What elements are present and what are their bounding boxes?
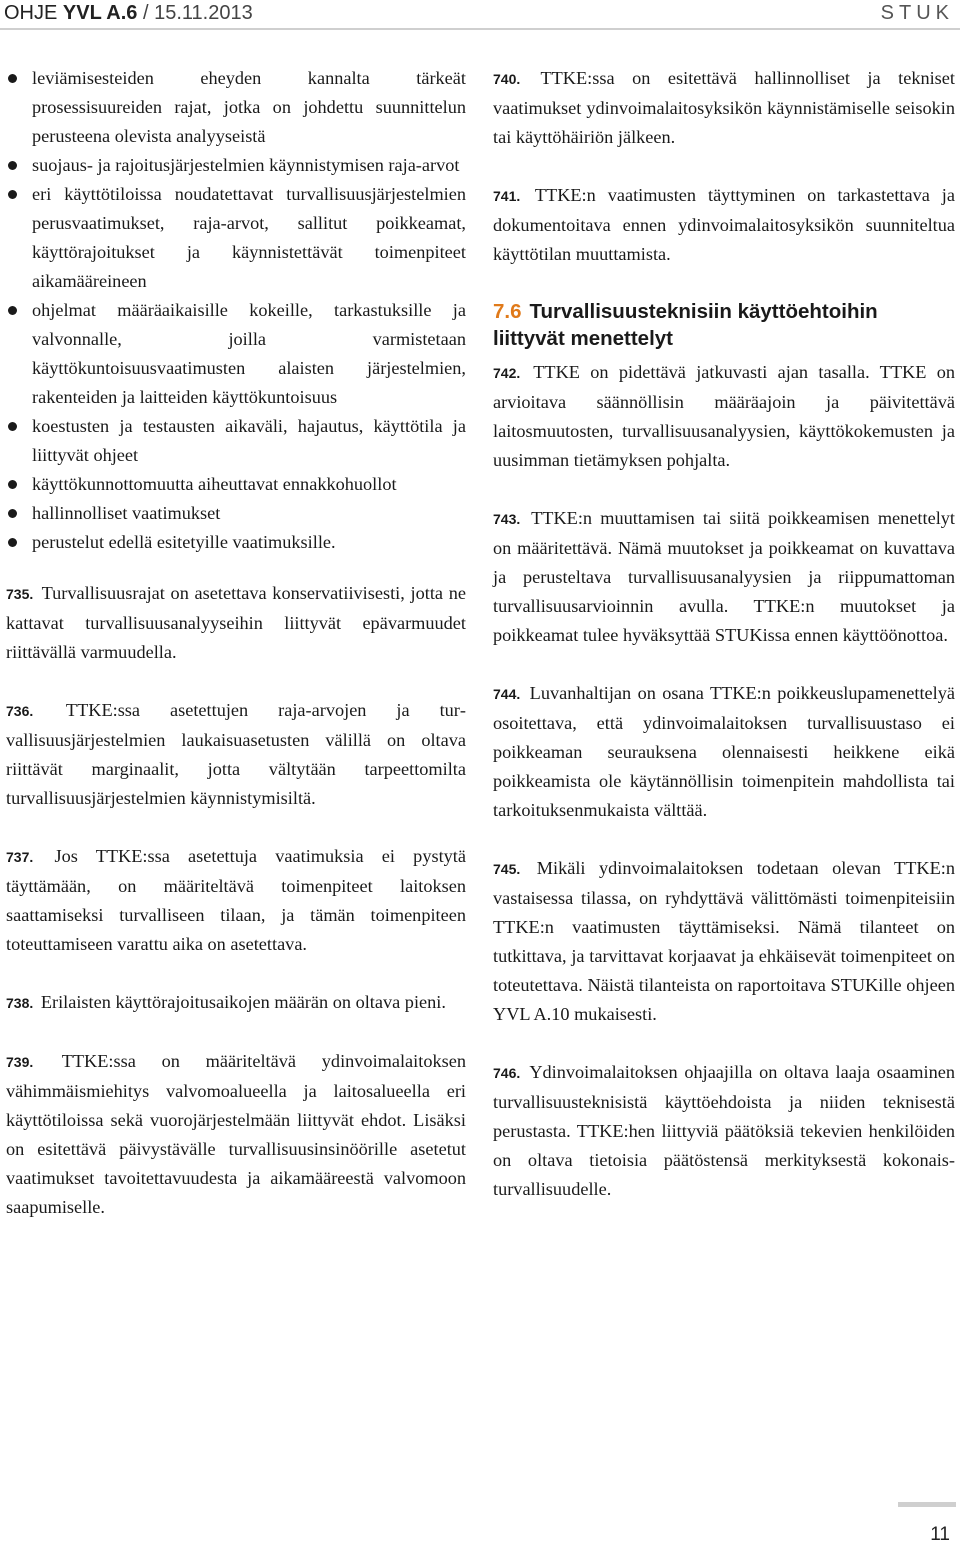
paragraph-text: Ydinvoimalaitoksen ohjaajilla on oltava laaja osaaminen turvallisuusteknisistä käyttöehdoista ja niiden teknisestä perustasta. TTKE:hen liittyviä päätöksiä tekevien henkilöiden on oltava tietoisia päätöstensä merkityksestä kokonaisturvallisuudelle. [493, 1062, 955, 1199]
paragraph-740 [493, 64, 955, 152]
list-item-text: perustelut edellä esitetyille vaatimuksille. [32, 532, 336, 552]
paragraph-737 [6, 842, 466, 959]
paragraph-number: 739. [6, 1054, 34, 1070]
list-item-text: koestusten ja testausten aikaväli, hajautus, käyttötila ja liittyvät ohjeet [32, 416, 466, 465]
list-item [6, 470, 466, 499]
section-number: 7.6 [493, 300, 522, 323]
list-item [6, 64, 466, 151]
page-footer [898, 1502, 956, 1558]
paragraph-text: TTKE on pidettävä jatkuvasti ajan tasalla. TTKE on arvioitava säännöllisin määräajoin ja päivitettävä laitosmuutosten, turvallisuusanalyysien, käyttökokemusten ja uusimman tietämyksen pohjalta. [493, 362, 955, 470]
publisher-name: STUK [880, 2, 954, 24]
paragraph-text: TTKE:ssa on määriteltävä ydinvoimalaitoksen vähimmäismiehitys valvomoalueella ja laitosalueella eri käyttötiloissa sekä vuorojärjestelmään liittyvät ehdot. Lisäksi on esitettävä päivystävälle turvallisuusinsinöörille asetetut vaatimukset tavoitettavuudesta ja aikamääreestä valvomoon saapumiselle. [6, 1051, 466, 1217]
list-item-text: käyttökunnottomuutta aiheuttavat ennakkohuollot [32, 474, 397, 494]
paragraph-number: 736. [6, 703, 34, 719]
bullet-icon [8, 190, 17, 199]
paragraph-number: 745. [493, 861, 521, 877]
paragraph-number: 737. [6, 849, 34, 865]
bullet-icon [8, 74, 17, 83]
paragraph-text: TTKE:ssa on esitettävä hallinnolliset ja tekniset vaatimukset ydinvoimalaitosyksikön käynnistämiselle seisokin tai käyttöhäiriön jälkeen. [493, 68, 955, 147]
bullet-icon [8, 306, 17, 315]
paragraph-number: 742. [493, 365, 521, 381]
list-item [6, 296, 466, 412]
paragraph-text: Turvallisuusrajat on asetettava konservatiivisesti, jotta ne kattavat turvallisuusanalyyseihin liittyvät epävarmuudet riittävällä varmuudella. [6, 583, 466, 662]
doc-date: 15.11.2013 [154, 2, 253, 24]
paragraph-number: 744. [493, 686, 521, 702]
page-header [0, 0, 960, 30]
paragraph-742 [493, 358, 955, 475]
paragraph-text: Jos TTKE:ssa asetettuja vaatimuksia ei pystytä täyttämään, on määriteltävä toimenpiteet laitoksen saattamiseksi turvalliseen tilaan, ja tämän toimenpiteen toteuttamiseen varattu aika on asetettava. [6, 846, 466, 954]
paragraph-text: TTKE:n vaatimusten täyttyminen on tarkastettava ja dokumentoitava ennen ydinvoimalaitosyksikön suunniteltua käyttötilan muuttamista. [493, 185, 955, 264]
bullet-icon [8, 422, 17, 431]
paragraph-741 [493, 181, 955, 269]
bullet-icon [8, 161, 17, 170]
right-column [493, 64, 955, 1233]
paragraph-number: 738. [6, 995, 34, 1011]
doc-separator: / [142, 2, 149, 24]
paragraph-744 [493, 679, 955, 825]
paragraph-735 [6, 579, 466, 667]
page-number: 11 [930, 1524, 950, 1545]
list-item-text: suojaus- ja rajoitusjärjestelmien käynnistymisen raja-arvot [32, 155, 460, 175]
list-item-text: eri käyttötiloissa noudatettavat turvallisuusjärjestelmien perusvaatimukset, raja-arvot, sallitut poikkeamat, käyttörajoitukset ja käynnistettävät toimenpiteet aikamääreineen [32, 184, 466, 291]
bullet-icon [8, 538, 17, 547]
doc-code: YVL A.6 [62, 2, 138, 24]
section-heading [493, 298, 955, 352]
list-item-text: hallinnolliset vaatimukset [32, 503, 221, 523]
list-item [6, 180, 466, 296]
paragraph-text: TTKE:ssa asetettujen raja-arvojen ja turvallisuusjärjestelmien laukaisuasetusten välillä on oltava riittävät marginaalit, jotta vältytään tarpeettomilta turvallisuusjärjestelmien käynnistymisiltä. [6, 700, 466, 808]
list-item-text: ohjelmat määräaikaisille kokeille, tarkastuksille ja valvonnalle, joilla varmistetaan käyttökuntoisuusvaatimusten alaisten järjestelmien, rakenteiden ja laitteiden käyttökuntoisuus [32, 300, 466, 407]
paragraph-745 [493, 854, 955, 1029]
paragraph-738 [6, 988, 466, 1018]
list-item [6, 151, 466, 180]
paragraph-number: 735. [6, 586, 34, 602]
paragraph-736 [6, 696, 466, 813]
bullet-icon [8, 480, 17, 489]
list-item [6, 528, 466, 557]
header-divider [0, 28, 960, 30]
requirement-list [6, 64, 466, 557]
paragraph-text: Mikäli ydinvoimalaitoksen todetaan olevan TTKE:n vastaisessa tilassa, on ryhdyttävä välittömästi toimenpiteisiin TTKE:n vaatimusten täyttämiseksi. Nämä tilanteet on tutkittava, ja tarvittavat korjaavat ja ehkäisevät toimenpiteet on toteutettava. Näistä tilanteista on raportoitava STUKille ohjeen YVL A.10 mukaisesti. [493, 858, 955, 1024]
list-item [6, 412, 466, 470]
section-title: Turvallisuusteknisiin käyttöehtoihin liittyvät menettelyt [493, 300, 878, 350]
paragraph-number: 741. [493, 188, 521, 204]
paragraph-743 [493, 504, 955, 650]
paragraph-739 [6, 1047, 466, 1222]
footer-rule [898, 1502, 956, 1507]
document-identifier [4, 0, 253, 26]
doc-prefix: OHJE [4, 2, 58, 24]
list-item [6, 499, 466, 528]
bullet-icon [8, 509, 17, 518]
list-item-text: leviämisesteiden eheyden kannalta tärkeät prosessisuureiden rajat, jotka on johdettu suunnittelun perusteena olevista analyyseistä [32, 68, 466, 146]
paragraph-number: 740. [493, 71, 521, 87]
left-column [6, 64, 466, 1251]
paragraph-746 [493, 1058, 955, 1204]
paragraph-text: Erilaisten käyttörajoitusaikojen määrän on oltava pieni. [40, 992, 446, 1012]
paragraph-number: 746. [493, 1065, 521, 1081]
paragraph-text: TTKE:n muuttamisen tai siitä poikkeamisen menettelyt on määritettävä. Nämä muutokset ja poikkeamat on kuvattava ja perusteltava turvallisuusanalyysien ja riippumattoman turvallisuusarvioinnin avulla. TTKE:n muutokset ja poikkeamat tulee hyväksyttää STUKissa ennen käyttöönottoa. [493, 508, 955, 645]
paragraph-number: 743. [493, 511, 521, 527]
paragraph-text: Luvanhaltijan on osana TTKE:n poikkeuslupamenettelyä osoitettava, että ydinvoimalaitoksen turvallisuustaso ei poikkeaman seurauksena olennaisesti heikkene eikä poikkeamista ole käytännöllisin toimenpitein mahdollista tai tarkoituksenmukaista välttää. [493, 683, 955, 820]
